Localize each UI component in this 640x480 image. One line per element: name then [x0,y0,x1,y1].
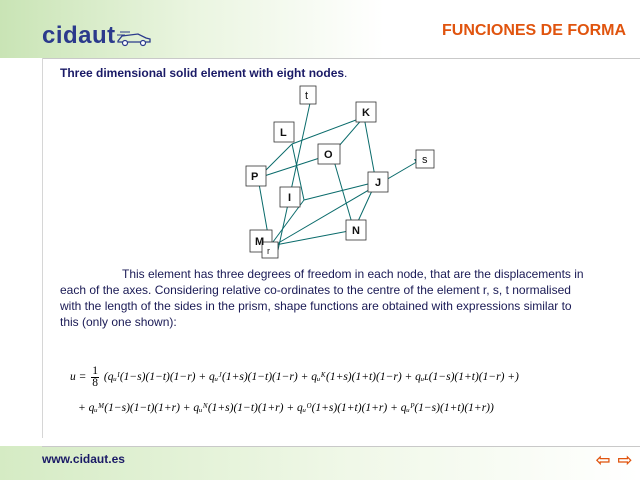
slide-subtitle-text: Three dimensional solid element with eight nodes [60,66,345,80]
page-title: FUNCIONES DE FORMA [442,22,626,39]
fraction-denominator: 8 [92,377,99,389]
footer-divider [42,446,640,447]
node-k-label: K [362,107,370,119]
axis-r-label: r [267,246,270,256]
equation-lhs: u = [70,371,87,384]
cidaut-logo: cidaut [42,22,116,49]
equation-fraction [91,366,99,389]
equation-terms-2: + qᵤᴹ(1−s)(1−t)(1+r) + qᵤᴺ(1+s)(1−t)(1+r) + qᵤᴼ(1+s)(1+t)(1+r) + qᵤᴾ(1−s)(1+t)(1+r)) [78,402,494,414]
previous-arrow-icon[interactable]: ⇦ [595,450,611,470]
fraction-numerator: 1 [92,365,99,377]
equation-line-2 [78,402,494,414]
equation-terms-1: (qᵤᴵ(1−s)(1−t)(1−r) + qᵤᴶ(1+s)(1−t)(1−r) + qᵤᴷ(1+s)(1+t)(1−r) + qᵤʟ(1−s)(1+t)(1−r) +) [103,371,519,384]
node-m-label: M [255,236,265,248]
left-divider [42,58,43,438]
explanation-paragraph [60,266,590,330]
slide-subtitle [60,66,347,80]
slide-subtitle-period: . [344,66,348,80]
node-l-label: L [280,127,287,139]
node-j-label: J [375,177,382,189]
axis-t-label: t [305,90,309,102]
hexahedron-diagram [240,84,450,260]
equation-line-1 [70,366,519,389]
axis-r-box [262,242,278,258]
axis-s-label: s [422,154,428,166]
node-i-label: I [288,192,292,204]
node-o-label: O [324,149,333,161]
header-divider [42,58,640,59]
node-p-label: P [251,171,259,183]
explanation-text: This element has three degrees of freedom in each node, that are the displacements in each of the axes. Considering relative co-ordinates to the centre of the element r, s, t normalised with the length of the sides in the prism, shape functions are obtained with expressions similar to this (only one shown): [60,267,584,329]
next-arrow-icon[interactable]: ⇨ [617,450,633,470]
car-logo-icon [116,28,152,48]
node-n-label: N [352,225,360,237]
footer-website-link[interactable]: www.cidaut.es [42,452,125,466]
